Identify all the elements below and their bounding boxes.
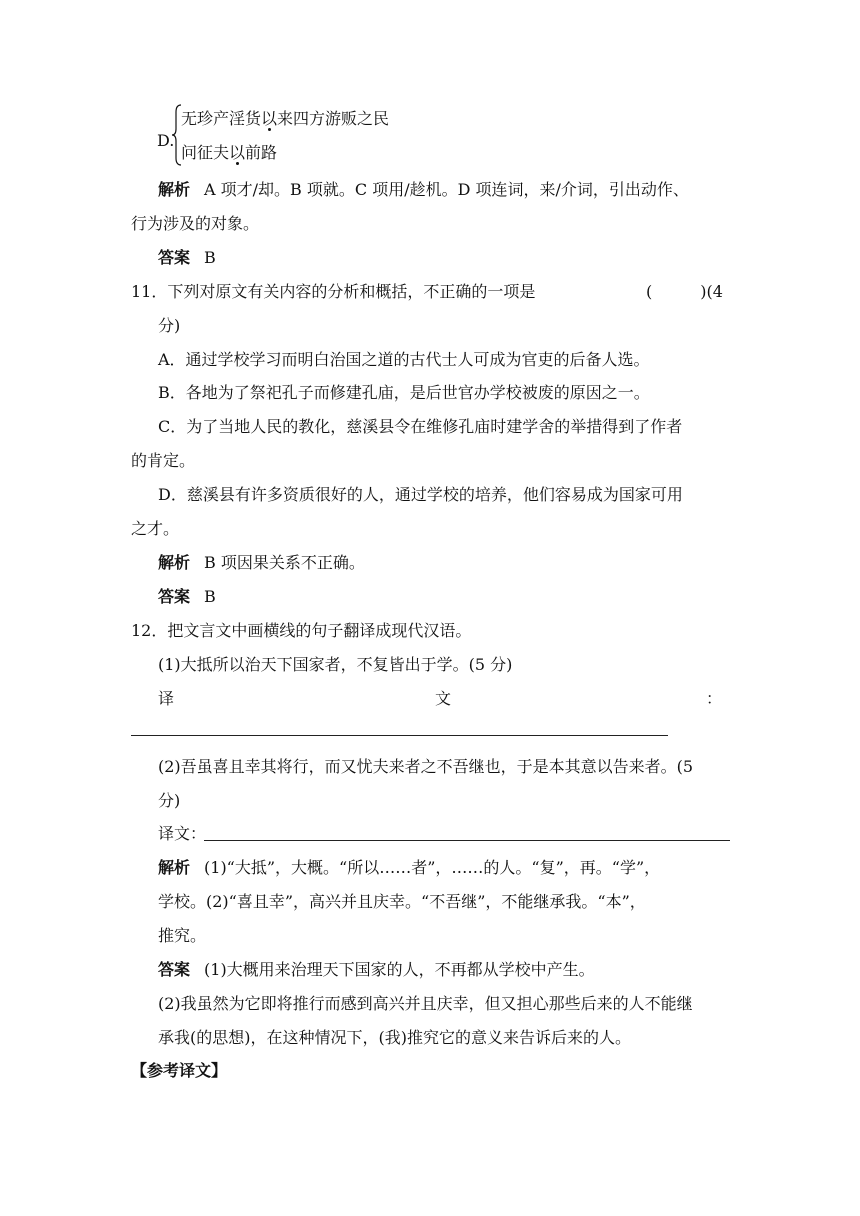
q12-analysis-cont-1: 学校。(2)“喜且幸”，高兴并且庆幸。“不吾继”，不能继承我。“本”， [158,892,646,911]
option-d-label: D. [157,131,175,150]
reference-translation-heading: 【参考译文】 [131,1061,228,1080]
q12-analysis-cont-2: 推究。 [158,926,207,945]
q12-yi: 译 [158,689,175,708]
q12-wen: 文 [435,689,452,708]
q12-answer: 答案 (1)大概用来治理天下国家的人，不再都从学校中产生。 [158,960,595,979]
q11-option-a: A．通过学校学习而明白治国之道的古代士人可成为官吏的后备人选。 [158,350,650,369]
q10-analysis-cont: 行为涉及的对象。 [131,214,260,233]
q11-option-d: D．慈溪县有许多资质很好的人，通过学校的培养，他们容易成为国家可用 [158,485,683,504]
translation-blank-2[interactable] [204,840,730,841]
q11-option-c-cont: 的肯定。 [131,451,196,470]
q12-yiwen-label: 译文： [158,824,207,843]
q12-sentence-1: (1)大抵所以治天下国家者，不复皆出于学。(5 分) [158,655,513,674]
translation-blank-1[interactable] [131,735,668,736]
q12-colon: ： [706,689,723,708]
q11-stem: 11．下列对原文有关内容的分析和概括，不正确的一项是 [131,282,536,301]
q11-points: 分) [158,316,181,335]
option-d-line1: 无珍产淫货以来四方游贩之民 [181,109,390,128]
q12-stem: 12．把文言文中画横线的句子翻译成现代汉语。 [131,621,472,640]
q11-option-c: C．为了当地人民的教化，慈溪县令在维修孔庙时建学舍的举措得到了作者 [158,417,683,436]
q11-answer: 答案 B [158,587,216,606]
q11-option-b: B．各地为了祭祀孔子而修建孔庙，是后世官办学校被废的原因之一。 [158,383,650,402]
q12-sentence-2-cont: 分) [158,791,181,810]
q10-answer: 答案 B [158,248,216,267]
q12-analysis: 解析 (1)“大抵”，大概。“所以……者”，……的人。“复”，再。“学”， [158,858,661,877]
q10-analysis: 解析 A 项才/却。B 项就。C 项用/趁机。D 项连词，来/介词，引出动作、 [158,180,689,199]
q11-option-d-cont: 之才。 [131,519,180,538]
q11-analysis: 解析 B 项因果关系不正确。 [158,553,365,572]
q11-answer-paren: ( )(4 [646,282,723,301]
q12-sentence-2: (2)吾虽喜且幸其将行，而又忧夫来者之不吾继也，于是本其意以告来者。(5 [158,757,694,776]
option-d-line2: 问征夫以前路 [181,143,278,162]
q12-answer-2: (2)我虽然为它即将推行而感到高兴并且庆幸，但又担心那些后来的人不能继 [158,994,693,1013]
q12-answer-2-cont: 承我(的思想)，在这种情况下，(我)推究它的意义来告诉后来的人。 [158,1028,631,1047]
